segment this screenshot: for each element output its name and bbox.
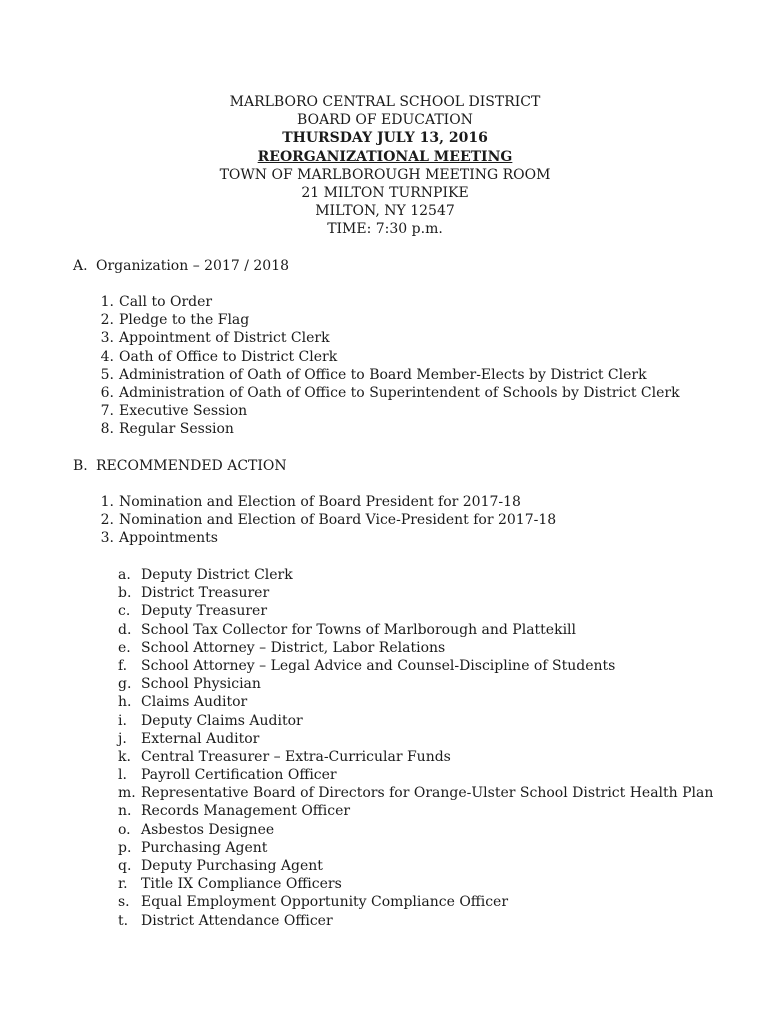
list-item: 2. Nomination and Election of Board Vice-President for 2017-18 — [100, 512, 557, 529]
list-item: q. Deputy Purchasing Agent — [118, 858, 323, 874]
list-item: d. School Tax Collector for Towns of Marlborough and Plattekill — [118, 621, 577, 638]
list-item: 2. Pledge to the Flag — [100, 312, 250, 329]
address-line-2: MILTON, NY 12547 — [315, 203, 455, 220]
recommended-action-list — [92, 493, 556, 548]
list-item: f. School Attorney – Legal Advice and Counsel-Discipline of Students — [118, 657, 616, 674]
list-item: 3. Appointments — [100, 530, 218, 547]
list-item: b. District Treasurer — [118, 585, 270, 602]
list-item: r. Title IX Compliance Officers — [118, 876, 342, 893]
meeting-type: REORGANIZATIONAL MEETING — [257, 148, 513, 165]
document-header — [0, 93, 770, 239]
meeting-date: THURSDAY JULY 13, 2016 — [282, 130, 488, 147]
list-item: 7. Executive Session — [100, 403, 248, 420]
list-item: l. Payroll Certification Officer — [118, 767, 337, 784]
address-line-1: 21 MILTON TURNPIKE — [301, 184, 469, 201]
list-item: t. District Attendance Officer — [118, 912, 333, 929]
section-marker: B. — [73, 458, 88, 474]
list-item: 5. Administration of Oath of Office to Board Member-Elects by District Clerk — [100, 366, 647, 383]
meeting-location: TOWN OF MARLBOROUGH MEETING ROOM — [219, 166, 551, 183]
appointments-list — [118, 566, 713, 930]
section-title: RECOMMENDED ACTION — [96, 458, 287, 474]
section-title: Organization – 2017 / 2018 — [96, 258, 290, 274]
list-item: 8. Regular Session — [100, 421, 234, 438]
section-a-heading — [73, 257, 289, 275]
list-item: c. Deputy Treasurer — [118, 603, 268, 620]
list-item: k. Central Treasurer – Extra-Curricular Funds — [118, 748, 451, 765]
list-item: g. School Physician — [118, 676, 261, 693]
list-item: e. School Attorney – District, Labor Relations — [118, 639, 446, 656]
list-item: 4. Oath of Office to District Clerk — [100, 348, 338, 365]
list-item: p. Purchasing Agent — [118, 839, 268, 856]
list-item: i. Deputy Claims Auditor — [118, 712, 303, 729]
list-item: 6. Administration of Oath of Office to Superintendent of Schools by District Clerk — [100, 384, 680, 401]
list-item: o. Asbestos Designee — [118, 821, 275, 838]
list-item: h. Claims Auditor — [118, 694, 248, 711]
list-item: m. Representative Board of Directors for Orange-Ulster School District Health Plan — [118, 785, 714, 802]
list-item: n. Records Management Officer — [118, 803, 351, 820]
list-item: s. Equal Employment Opportunity Compliance Officer — [118, 894, 509, 911]
list-item: 3. Appointment of District Clerk — [100, 330, 330, 347]
board-name: BOARD OF EDUCATION — [297, 112, 473, 129]
list-item: 1. Call to Order — [100, 294, 213, 310]
list-item: 1. Nomination and Election of Board President for 2017-18 — [100, 494, 521, 510]
meeting-time: TIME: 7:30 p.m. — [327, 221, 443, 238]
district-name: MARLBORO CENTRAL SCHOOL DISTRICT — [229, 94, 541, 110]
section-marker: A. — [73, 258, 88, 274]
list-item: j. External Auditor — [118, 730, 260, 747]
section-b-heading — [73, 457, 287, 475]
organization-list — [92, 293, 680, 439]
list-item: a. Deputy District Clerk — [118, 567, 293, 583]
